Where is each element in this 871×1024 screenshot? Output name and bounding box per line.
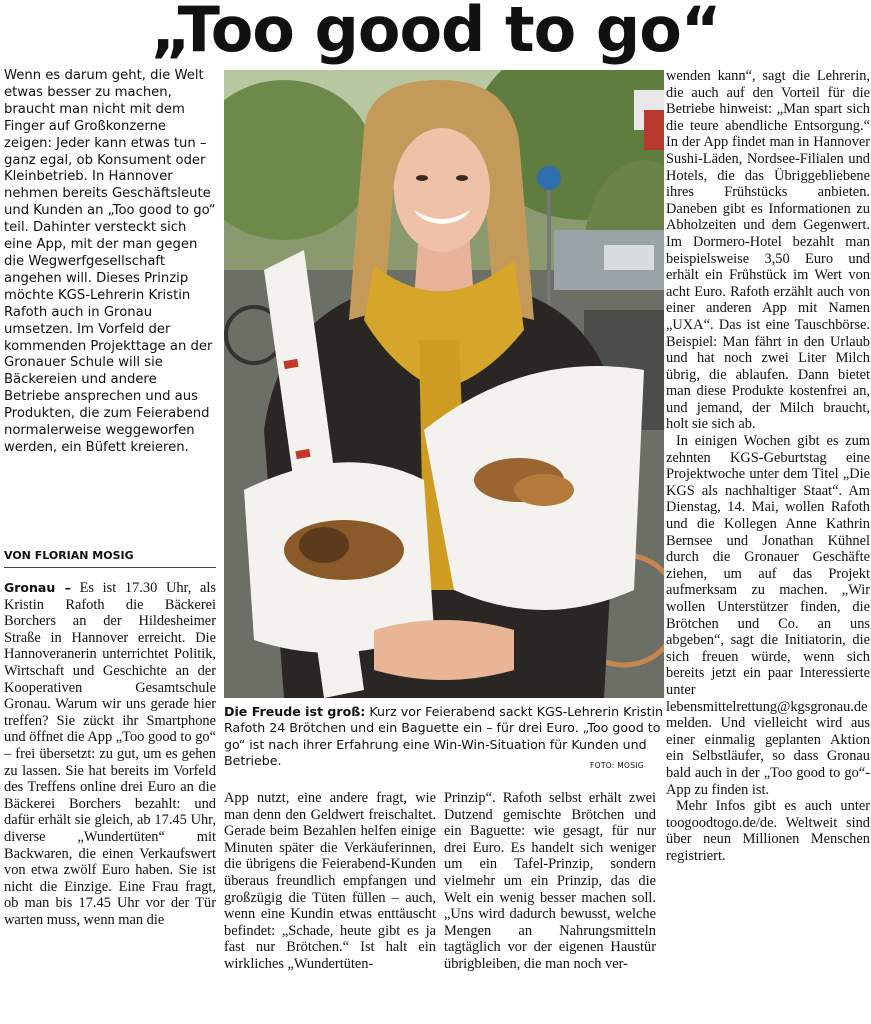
dateline: Gronau –	[4, 580, 71, 595]
column-4-paragraph-2: In einigen Wochen gibt es zum zehnten KGS-Geburtstag eine Projektwoche unter dem Titel „Die KGS als nachhaltiger Staat“. Am Dienstag, 14. Mai, wollen Rafoth und die Kollegen Anne Kathrin Bernsee und Jonathan Kühnel durch die Gronauer Geschäfte ziehen, um auf das Projekt aufmerksam zu machen. „Wir wollen Unterstützer finden, die Brötchen und Co. an uns abgeben“, sagt die Initiatorin, die sich freuen würde, wenn sich bereits jetzt ein paar Interessierte unter lebensmittelrettung@kgsgronau.de melden. Und vielleicht wird aus einer einmalig geplanten Aktion ein Selbstläufer, so dass Gronau bald auch in der „Too good to go“-App zu finden ist.	[666, 433, 870, 798]
article-photo	[224, 70, 664, 698]
column-3-text: Prinzip“. Rafoth selbst erhält zwei Dutzend gemischte Brötchen und ein Baguette: wie gesagt, für nur drei Euro. Es handelt sich weniger um ein Tafel-Prinzip, sondern vielmehr um ein Prinzip, das die Welt ein wenig besser machen soll. „Uns wird dadurch bewusst, welche Mengen an Nahrungsmitteln tagtäglich vor der eigenen Haustür übrigbleiben, die man noch ver-	[444, 790, 656, 972]
column-4-paragraph-3: Mehr Infos gibt es auch unter toogoodtogo.de/de. Weltweit sind über neun Millionen Menschen registriert.	[666, 798, 870, 864]
column-2-text: App nutzt, eine andere fragt, wie man denn den Geldwert freischaltet. Gerade beim Bezahlen helfen einige Minuten später die Verkäuferinnen, die übrigens die Feierabend-Kunden überaus freundlich empfangen und großzügig die Tüten füllen – auch, wenn eine Kundin etwas enttäuscht befindet: „Schade, heute gibt es ja fast nur Brötchen.“ Ist halt ein wirkliches „Wundertüten-	[224, 790, 436, 972]
article-column-4	[666, 68, 870, 865]
column-1-text: Es ist 17.30 Uhr, als Kristin Rafoth die Bäckerei Borchers an der Hildesheimer Straße in Hannover erreicht. Die Hannoveranerin unterrichtet Politik, Wirtschaft und Geschichte an der Kooperativen Gesamtschule Gronau. Warum wir uns gerade hier treffen? Sie zückt ihr Smartphone und öffnet die App „Too good to go“ – frei übersetzt: zu gut, um es gehen zu lassen. Sie hat bereits im Vorfeld des Treffens online drei Euro an die Bäckerei Borchers bezahlt: und dafür erhält sie gleich, ab 17.45 Uhr, diverse „Wundertüten“ mit Backwaren, die einen Verkaufswert von etwa zwölf Euro haben. Sie ist nicht die Einzige. Eine Frau fragt, ob man bis 17.45 Uhr vor der Tür warten muss, wenn man die	[4, 580, 216, 928]
article-column-3	[444, 790, 656, 973]
caption-text: Kurz vor Feierabend sackt KGS-Lehrerin Kristin Rafoth 24 Brötchen und ein Baguette ein – für drei Euro. „Too good to go“ ist nach ihrer Erfahrung eine Win-Win-Situation für Kunden und Betriebe.	[224, 704, 664, 769]
photo-illustration	[224, 70, 664, 698]
photo-caption	[224, 704, 664, 770]
column-1-paragraph	[4, 580, 216, 928]
byline: VON FLORIAN MOSIG	[4, 549, 216, 568]
caption-lead: Die Freude ist groß:	[224, 704, 366, 719]
column-4-paragraph-1: wenden kann“, sagt die Lehrerin, die auch auf den Vorteil für die Betriebe hinweist: „Man spart sich die teure abendliche Entsorgung.“ In der App findet man in Hannover Sushi-Läden, Nordsee-Filialen und Hotels, die das Übriggebliebene ihres Frühstücks anbieten. Daneben gibt es Informationen zu Abholzeiten und dem Gegenwert. Im Dormero-Hotel bezahlt man beispielsweise 3,50 Euro und erhält ein Frühstück im Wert von acht Euro. Rafoth erzählt auch von einer anderen App mit Namen „UXA“. Das ist eine Tauschbörse. Beispiel: Man fährt in den Urlaub und hat noch zwei Liter Milch übrig, die ablaufen. Dann bietet man diese Produkte kostenfrei an, und jemand, der Milch braucht, holt sie sich ab.	[666, 68, 870, 433]
photo-credit: FOTO: MOSIG	[590, 761, 644, 770]
headline: „Too good to go“	[150, 0, 721, 66]
article-column-1	[4, 580, 216, 928]
article-column-2	[224, 790, 436, 973]
lead-paragraph: Wenn es darum geht, die Welt etwas besser zu machen, braucht man nicht mit dem Finger auf Großkonzerne zeigen: Jeder kann etwas tun – ganz egal, ob Konsument oder Kleinbetrieb. In Hannover nehmen bereits Geschäftsleute und Kunden an „Too good to go“ teil. Dahinter versteckt sich eine App, mit der man gegen die Wegwerfgesellschaft angehen will. Dieses Prinzip möchte KGS-Lehrerin Kristin Rafoth auch in Gronau umsetzen. Im Vorfeld der kommenden Projekttage an der Gronauer Schule will sie Bäckereien und andere Betriebe ansprechen und aus Produkten, die zum Feierabend normalerweise weggeworfen werden, ein Büfett kreieren.	[4, 68, 216, 455]
